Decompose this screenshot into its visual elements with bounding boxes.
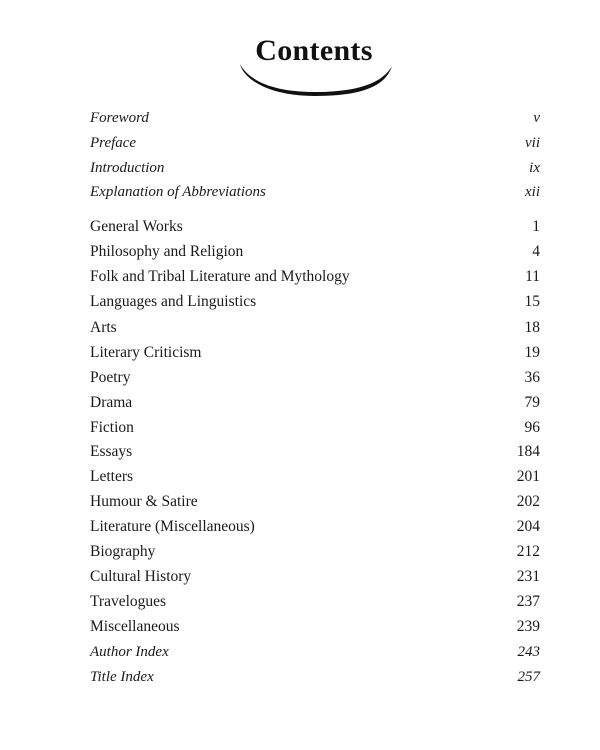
toc-entry-miscellaneous[interactable] [90,616,540,638]
toc-entry-page: 237 [516,593,540,610]
toc-entry-page: 184 [516,443,540,460]
toc-entry-travelogues[interactable] [90,591,540,613]
toc-entry-drama[interactable] [90,392,540,414]
page-title: Contents [255,34,373,67]
toc-entry-label: Literature (Miscellaneous) [90,518,255,535]
toc-entry-introduction[interactable] [90,157,540,179]
toc-entry-foreword[interactable] [90,107,540,129]
toc-entry-label: Preface [90,135,137,151]
toc-entry-humour-and-satire[interactable] [90,491,540,513]
toc-entry-page: 212 [516,543,540,560]
toc-entry-label: Title Index [90,669,154,685]
toc-entry-essays[interactable] [90,441,540,463]
toc-entry-page: vii [525,135,540,151]
toc-entry-page: ix [529,160,540,176]
toc-entry-page: 239 [516,618,540,635]
toc-entry-label: Drama [90,394,133,411]
toc-entry-literature-miscellaneous[interactable] [90,516,540,538]
toc-entry-label: Essays [90,443,133,460]
toc-entry-label: Biography [90,543,156,560]
toc-entry-preface[interactable] [90,132,540,154]
toc-entry-page: 15 [524,293,540,310]
toc-entry-page: 96 [524,419,540,436]
toc-entry-page: 201 [516,468,540,485]
toc-entry-languages-and-linguistics[interactable] [90,291,540,313]
toc-entry-page: 79 [524,394,540,411]
toc-entry-explanation-of-abbreviations[interactable] [90,181,540,203]
toc-entry-page: 36 [524,369,540,386]
toc-entry-title-index[interactable] [90,666,540,688]
toc-entry-poetry[interactable] [90,367,540,389]
toc-entry-page: 11 [525,268,540,285]
toc-entry-page: 18 [524,319,540,336]
toc-entry-label: Cultural History [90,568,192,585]
toc-entry-page: xii [525,184,540,200]
toc-entry-label: Fiction [90,419,134,436]
toc-entry-label: Author Index [90,644,169,660]
toc-entry-page: 243 [517,644,540,660]
toc-entry-label: Arts [90,319,117,336]
toc-entry-biography[interactable] [90,541,540,563]
toc-entry-label: Humour & Satire [90,493,198,510]
toc-entry-label: Philosophy and Religion [90,243,244,260]
toc-entry-page: 1 [532,218,540,235]
toc-entry-label: Languages and Linguistics [90,293,257,310]
toc-entry-arts[interactable] [90,317,540,339]
toc-entry-label: Literary Criticism [90,344,202,361]
toc-entry-page: 204 [516,518,540,535]
toc-entry-label: Miscellaneous [90,618,180,635]
toc-entry-page: 231 [516,568,540,585]
toc-entry-label: Folk and Tribal Literature and Mythology [90,268,350,285]
toc-entry-label: General Works [90,218,183,235]
toc-entry-page: v [533,110,540,126]
toc-entry-page: 257 [517,669,540,685]
toc-entry-fiction[interactable] [90,417,540,439]
toc-entry-literary-criticism[interactable] [90,342,540,364]
toc-entry-label: Poetry [90,369,131,386]
toc-entry-page: 19 [524,344,540,361]
toc-entry-philosophy-and-religion[interactable] [90,241,540,263]
toc-entry-label: Explanation of Abbreviations [90,184,266,200]
toc-entry-author-index[interactable] [90,641,540,663]
toc-entry-label: Travelogues [90,593,167,610]
toc-entry-label: Letters [90,468,134,485]
toc-entry-page: 4 [532,243,540,260]
toc-entry-cultural-history[interactable] [90,566,540,588]
toc-entry-label: Foreword [90,110,149,126]
toc-entry-page: 202 [516,493,540,510]
toc-entry-folk-and-tribal-literature[interactable] [90,266,540,288]
toc-entry-general-works[interactable] [90,216,540,238]
toc-entry-label: Introduction [90,160,165,176]
toc-entry-letters[interactable] [90,466,540,488]
